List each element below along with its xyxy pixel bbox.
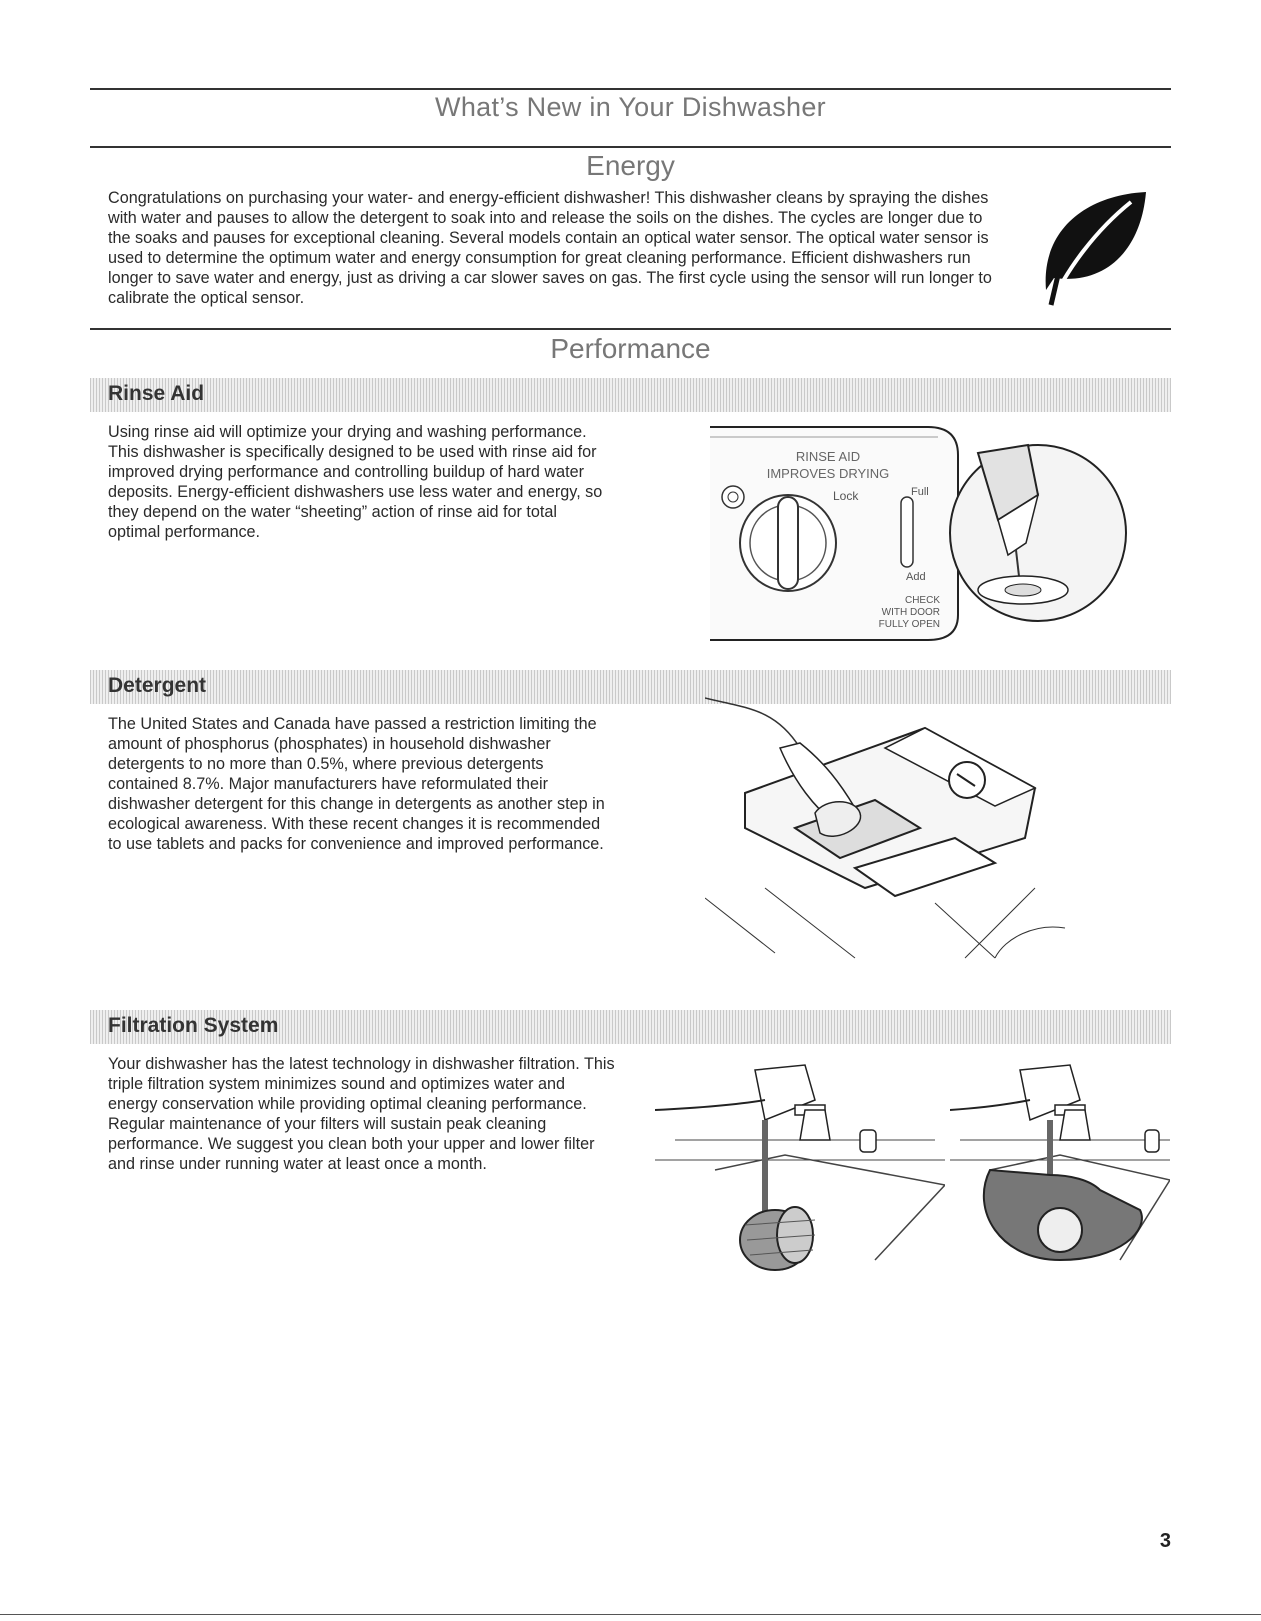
rinse-aid-line2: IMPROVES DRYING [766, 466, 890, 481]
rinse-aid-label: Rinse Aid [108, 382, 205, 405]
title-rule [90, 146, 1171, 148]
filtration-banner [90, 1010, 1171, 1044]
performance-heading: Performance [550, 333, 711, 364]
leaf-icon [1036, 190, 1146, 310]
add-label: Add [906, 571, 926, 583]
energy-text: Congratulations on purchasing your water- and energy-efficient dishwasher! This dishwasher cleans by spraying the dishes with water and pauses to allow the detergent to soak into and release the soils on the dishes. The cycles are longer due to the soaks and pauses for exceptional cleaning. Several models contain an optical water sensor. The optical water sensor is used to determine the optimum water and energy consumption for great cleaning performance. Efficient dishwashers run longer to save water and energy, just as driving a car slower saves on gas. The first cycle using the sensor will run longer to calibrate the optical sensor. [108, 189, 992, 307]
lower-filter-rinse-illustration [950, 1060, 1170, 1285]
filtration-label: Filtration System [108, 1014, 279, 1037]
rinse-aid-line1: RINSE AID [795, 449, 861, 464]
top-rule [90, 88, 1171, 90]
energy-rule [90, 328, 1171, 330]
bottom-rule [0, 1614, 1261, 1615]
detergent-text: The United States and Canada have passed a restriction limiting the amount of phosphorus (phosphates) in household dishwasher detergents to no more than 0.5%, where previous detergents contained 8.7%. Major manufacturers have reformulated their dishwasher detergent for this change in detergents as another step in ecological awareness. With these recent changes it is recommended to use tablets and packs for convenience and improved performance. [108, 715, 605, 853]
detergent-dispenser-illustration [705, 688, 1075, 988]
rinse-aid-text: Using rinse aid will optimize your drying and washing performance. This dishwasher is specifically designed to be used with rinse aid for improved drying performance and controlling buildup of hard water deposits. Energy-efficient dishwashers use less water and energy, so they depend on the water “sheeting” action of rinse aid for total optimal performance. [108, 423, 603, 541]
full-label: Full [911, 486, 929, 498]
lock-label: Lock [833, 489, 859, 503]
check-line2: WITH DOOR [881, 607, 940, 618]
filtration-text: Your dishwasher has the latest technology in dishwasher filtration. This triple filtration system minimizes sound and optimizes water and energy conservation while providing optimal cleaning performance. Regular maintenance of your filters will sustain peak cleaning performance. We suggest you clean both your upper and lower filter and rinse under running water at least once a month. [108, 1055, 615, 1173]
page-number: 3 [1159, 1530, 1171, 1552]
rinse-aid-dispenser-illustration [708, 425, 1128, 650]
page-title: What’s New in Your Dishwasher [435, 92, 826, 122]
check-line3: FULLY OPEN [878, 619, 940, 630]
rinse-aid-banner [90, 378, 1171, 412]
energy-heading: Energy [586, 150, 675, 181]
detergent-label: Detergent [108, 674, 207, 697]
upper-filter-rinse-illustration [655, 1060, 945, 1285]
check-line1: CHECK [904, 595, 940, 606]
